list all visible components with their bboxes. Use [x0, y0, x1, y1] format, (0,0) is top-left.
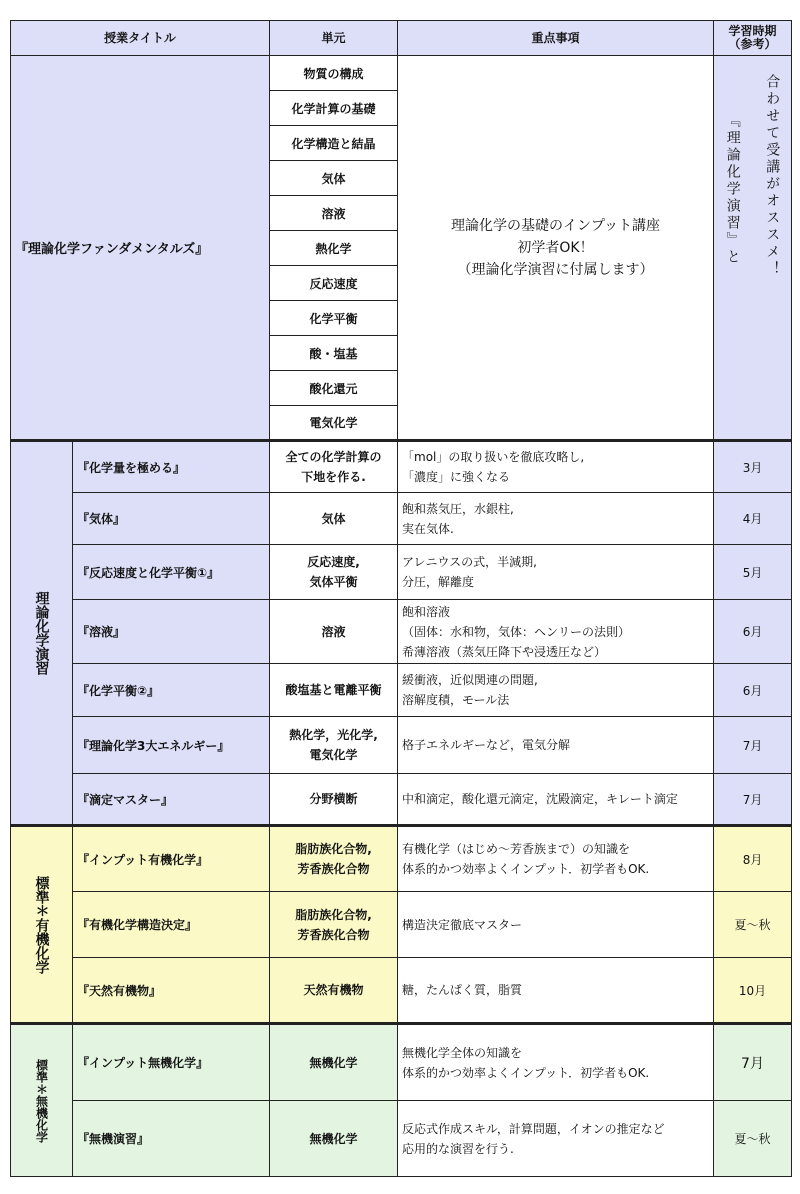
- fundamentals-unit: 化学構造と結晶: [270, 126, 398, 161]
- course-period: 7月: [714, 717, 792, 774]
- course-points: 「mol」の取り扱いを徹底攻略し, 「濃度」に強くなる: [398, 441, 714, 493]
- fundamentals-description-line: （理論化学演習に付属します）: [457, 261, 654, 278]
- recommendation-text-col1: 合わせて受講がオススメ！: [764, 74, 781, 278]
- course-title: 『無機演習』: [73, 1101, 270, 1177]
- course-unit: 無機化学: [270, 1101, 398, 1177]
- fundamentals-description-line: 初学者OK！: [517, 239, 594, 256]
- table-row: [11, 545, 792, 600]
- table-row: [11, 892, 792, 958]
- theory-practice-group-label: [11, 441, 73, 826]
- course-title: 『反応速度と化学平衡①』: [73, 545, 270, 600]
- course-unit: 天然有機物: [270, 958, 398, 1024]
- inorganic-label-text: 標準＊無機化学: [34, 1058, 49, 1143]
- fundamentals-unit: 化学平衡: [270, 301, 398, 336]
- fundamentals-unit: 酸・塩基: [270, 336, 398, 371]
- course-period: 4月: [714, 493, 792, 545]
- course-period: 夏～秋: [714, 892, 792, 958]
- course-title: 『理論化学3大エネルギー』: [73, 717, 270, 774]
- table-row: [11, 826, 792, 892]
- course-period: 8月: [714, 826, 792, 892]
- course-unit: 脂肪族化合物, 芳香族化合物: [270, 892, 398, 958]
- course-points: アレニウスの式，半減期, 分圧，解離度: [398, 545, 714, 600]
- organic-label-text: 標準＊有機化学: [33, 875, 50, 974]
- fundamentals-unit: 溶液: [270, 196, 398, 231]
- course-title: 『インプット無機化学』: [73, 1024, 270, 1101]
- table-row: [11, 664, 792, 717]
- fundamentals-unit: 気体: [270, 161, 398, 196]
- fundamentals-description-line: 理論化学の基礎のインプット講座: [451, 217, 661, 234]
- course-period: 6月: [714, 664, 792, 717]
- course-unit: 分野横断: [270, 774, 398, 826]
- course-unit: 反応速度, 気体平衡: [270, 545, 398, 600]
- course-period: 10月: [714, 958, 792, 1024]
- organic-group-label: [11, 826, 73, 1024]
- course-title: 『滴定マスター』: [73, 774, 270, 826]
- course-points: 無機化学全体の知識を 体系的かつ効率よくインプット．初学者もOK.: [398, 1024, 714, 1101]
- course-points: 反応式作成スキル，計算問題，イオンの推定など 応用的な演習を行う.: [398, 1101, 714, 1177]
- theory-practice-label-text: 理論化学演習: [33, 591, 50, 675]
- course-unit: 酸塩基と電離平衡: [270, 664, 398, 717]
- table-row: [11, 600, 792, 664]
- course-title: 『天然有機物』: [73, 958, 270, 1024]
- fundamentals-unit: 反応速度: [270, 266, 398, 301]
- course-period: 夏～秋: [714, 1101, 792, 1177]
- course-period: 7月: [714, 774, 792, 826]
- course-unit: 無機化学: [270, 1024, 398, 1101]
- course-schedule-table: [10, 20, 792, 1177]
- course-points: 格子エネルギーなど，電気分解: [398, 717, 714, 774]
- fundamentals-unit: 熱化学: [270, 231, 398, 266]
- course-period: 3月: [714, 441, 792, 493]
- course-unit: 熱化学，光化学, 電気化学: [270, 717, 398, 774]
- course-unit: 全ての化学計算の 下地を作る.: [270, 441, 398, 493]
- table-row: [11, 1024, 792, 1101]
- course-title: 『化学量を極める』: [73, 441, 270, 493]
- course-title: 『化学平衡②』: [73, 664, 270, 717]
- course-points: 有機化学（はじめ～芳香族まで）の知識を 体系的かつ効率よくインプット．初学者もOK.: [398, 826, 714, 892]
- course-unit: 気体: [270, 493, 398, 545]
- course-period: 5月: [714, 545, 792, 600]
- course-points: 飽和蒸気圧，水銀柱, 実在気体.: [398, 493, 714, 545]
- header-key-points: 重点事項: [398, 21, 714, 56]
- fundamentals-title: 『理論化学ファンダメンタルズ』: [11, 56, 270, 441]
- fundamentals-unit: 物質の構成: [270, 56, 398, 91]
- course-title: 『インプット有機化学』: [73, 826, 270, 892]
- table-row: [11, 958, 792, 1024]
- table-header-row: [11, 21, 792, 56]
- fundamentals-description: [398, 56, 714, 441]
- fundamentals-unit: 電気化学: [270, 406, 398, 441]
- course-unit: 溶液: [270, 600, 398, 664]
- course-points: 飽和溶液 （固体：水和物，気体：ヘンリーの法則） 希薄溶液（蒸気圧降下や浸透圧など）: [398, 600, 714, 664]
- fundamentals-recommendation: [714, 56, 792, 441]
- course-title: 『気体』: [73, 493, 270, 545]
- course-period: 6月: [714, 600, 792, 664]
- table-row: [11, 493, 792, 545]
- table-row: [11, 717, 792, 774]
- header-period: 学習時期 （参考）: [714, 21, 792, 56]
- course-unit: 脂肪族化合物, 芳香族化合物: [270, 826, 398, 892]
- fundamentals-unit: 酸化還元: [270, 371, 398, 406]
- course-title: 『溶液』: [73, 600, 270, 664]
- recommendation-text-col2: 『理論化学演習』と: [724, 112, 741, 266]
- course-points: 緩衝液，近似関連の問題, 溶解度積，モール法: [398, 664, 714, 717]
- course-points: 糖，たんぱく質，脂質: [398, 958, 714, 1024]
- table-row: [11, 1101, 792, 1177]
- header-unit: 単元: [270, 21, 398, 56]
- course-points: 構造決定徹底マスター: [398, 892, 714, 958]
- fundamentals-row: [11, 56, 792, 91]
- inorganic-group-label: [11, 1024, 73, 1177]
- course-title: 『有機化学構造決定』: [73, 892, 270, 958]
- course-points: 中和滴定，酸化還元滴定，沈殿滴定，キレート滴定: [398, 774, 714, 826]
- table-row: [11, 441, 792, 493]
- table-row: [11, 774, 792, 826]
- course-period: 7月: [714, 1024, 792, 1101]
- fundamentals-unit: 化学計算の基礎: [270, 91, 398, 126]
- header-course-title: 授業タイトル: [11, 21, 270, 56]
